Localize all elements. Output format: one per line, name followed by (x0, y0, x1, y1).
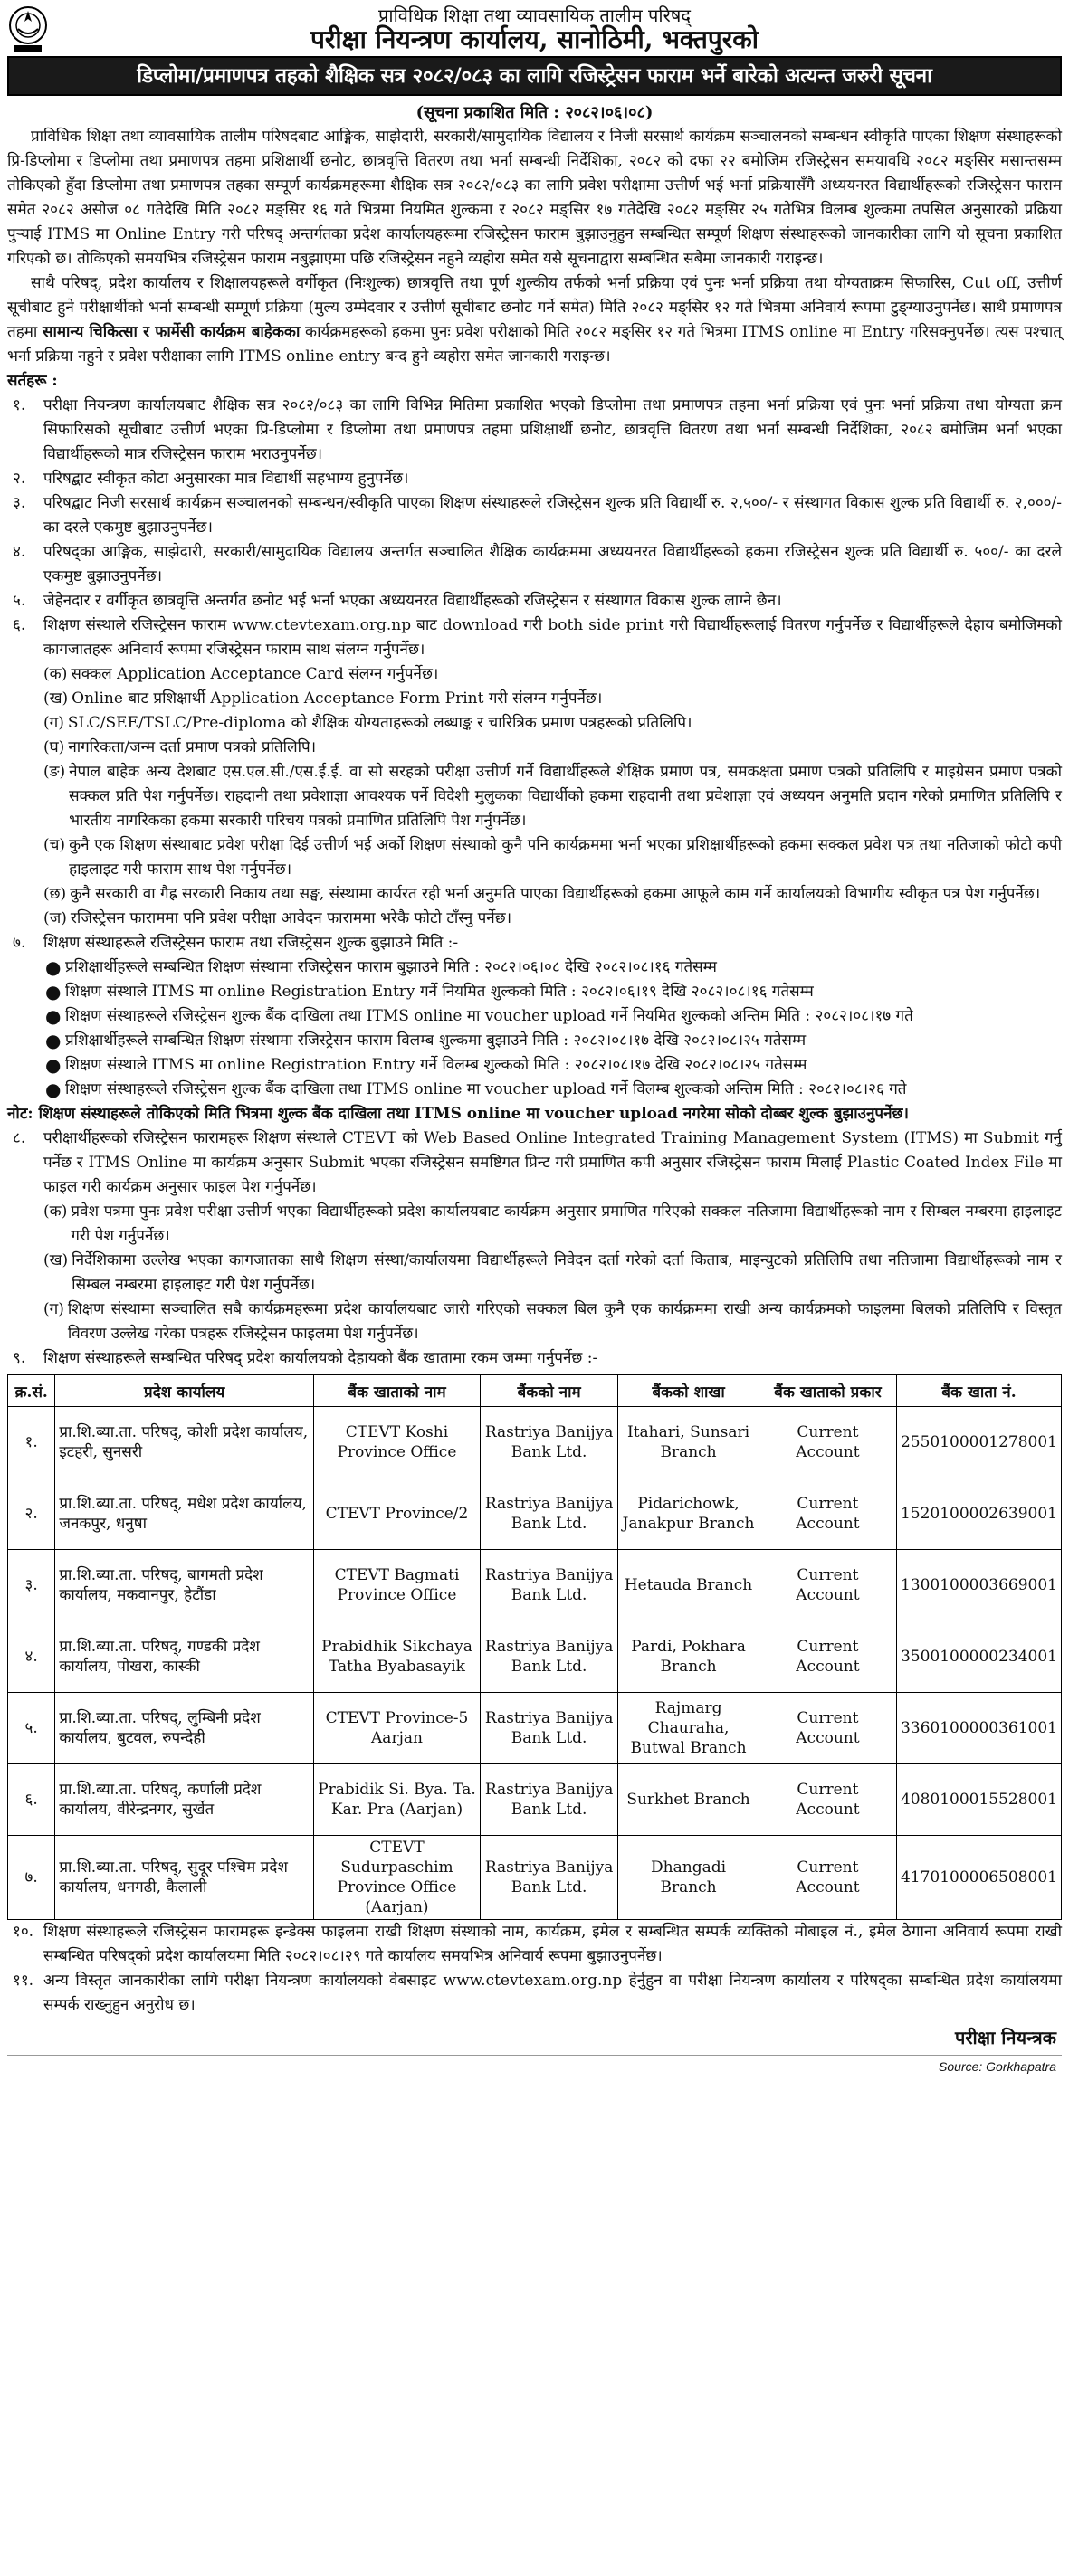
notice-title: डिप्लोमा/प्रमाणपत्र तहको शैक्षिक सत्र २०८२/०८३ का लागि रजिस्ट्रेसन फाराम भर्ने बारेको अत्यन्त जरुरी सूचना (7, 56, 1062, 96)
date-bullet: ● शिक्षण संस्थाले ITMS मा online Registration Entry गर्ने नियमित शुल्कको मिति : २०८२।०६।१९ देखि २०८२।०८।१६ गतेसम्म (45, 981, 814, 1003)
date-bullet: ● शिक्षण संस्थाले ITMS मा online Registration Entry गर्ने विलम्ब शुल्कको मिति : २०८२।०८।१७ देखि २०८२।०८।२५ गतेसम्म (45, 1054, 807, 1076)
conditions-heading: सर्तहरू : (7, 372, 58, 390)
list-item: ८. परीक्षार्थीहरूको रजिस्ट्रेसन फारामहरू शिक्षण संस्थाले CTEVT को Web Based Online Integrated Training Management System (ITMS) मा Submit गर्नु पर्नेछ र ITMS Online मा कार्यक्रम अनुसार Submit भएका रजिस्ट्रेसन समष्टिगत प्रिन्ट गरी प्रमाणित कपी अनुसार रजिस्ट्रेसन फाराम मिलाई Plastic Coated Index File मा फाइल गरी कार्यक्रम अनुसार फाइल पेश गर्नुपर्नेछ। (13, 1129, 1062, 1196)
list-item: ९. शिक्षण संस्थाहरूले सम्बन्धित परिषद् प्रदेश कार्यालयको देहायको बैंक खातामा रकम जम्मा गर्नुपर्नेछ :- (13, 1349, 598, 1367)
note-double-fee: नोट: शिक्षण संस्थाहरूले तोकिएको मिति भित्रमा शुल्क बैंक दाखिला तथा ITMS online मा voucher upload नगरेमा सोको दोब्बर शुल्क बुझाउनुपर्नेछ। (7, 1105, 909, 1123)
nepal-emblem-icon (7, 4, 49, 54)
sub-item: (ग) SLC/SEE/TSLC/Pre-diploma को शैक्षिक योग्यताहरूको लब्धाङ्क र चारित्रिक प्रमाण पत्रहरूको प्रतिलिपि। (43, 714, 692, 732)
table-row: ६. प्रा.शि.ब्या.ता. परिषद्, कर्णाली प्रदेश कार्यालय, वीरेन्द्रनगर, सुर्खेत Prabidik Si. Bya. Ta. Kar. Pra (Aarjan) Rastriya Banijya Bank Ltd. Surkhet Branch Current Account 4080100015528001 (8, 1764, 1062, 1836)
date-bullet: ● शिक्षण संस्थाहरूले रजिस्ट्रेसन शुल्क बैंक दाखिला तथा ITMS online मा voucher upload गर्ने विलम्ब शुल्कको अन्तिम मिति : २०८२।०८।२६ गते (45, 1079, 907, 1100)
column-header: क्र.सं. (8, 1375, 55, 1407)
column-header: बैंक खाताको प्रकार (759, 1375, 896, 1407)
column-header: बैंक खाताको नाम (313, 1375, 480, 1407)
table-row: ७. प्रा.शि.ब्या.ता. परिषद्, सुदूर पश्चिम प्रदेश कार्यालय, धनगढी, कैलाली CTEVT Sudurpaschim Province Office (Aarjan) Rastriya Banijya Bank Ltd. Dhangadi Branch Current Account 4170100006508001 (8, 1836, 1062, 1920)
table-row: २. प्रा.शि.ब्या.ता. परिषद्, मधेश प्रदेश कार्यालय, जनकपुर, धनुषा CTEVT Province/2 Rastriya Banijya Bank Ltd. Pidarichowk, Janakpur Branch Current Account 1520100002639001 (8, 1478, 1062, 1550)
sub-item: (छ) कुनै सरकारी वा गैह्र सरकारी निकाय तथा सङ्घ, संस्थामा कार्यरत रही भर्ना अनुमति पाएका विद्यार्थीहरूको हकमा आफूले काम गर्ने कार्यालयको विभागीय स्वीकृत पत्र पेश गर्नुपर्नेछ। (43, 885, 1041, 903)
office-name: परीक्षा नियन्त्रण कार्यालय, सानोठिमी, भक्तपुरको (310, 24, 759, 54)
council-name: प्राविधिक शिक्षा तथा व्यावसायिक तालीम परिषद् (378, 5, 691, 26)
list-item: १. परीक्षा नियन्त्रण कार्यालयबाट शैक्षिक सत्र २०८२/०८३ का लागि विभिन्न मितिमा प्रकाशित भएको डिप्लोमा तथा प्रमाणपत्र तहमा भर्ना प्रक्रिया एवं पुनः भर्ना प्रक्रिया तथा योग्यता क्रम सिफारिसको सूचीबाट उत्तीर्ण भएका प्रि-डिप्लोमा र डिप्लोमा तथा प्रमाणपत्र तहमा प्रशिक्षार्थी छनोट, छात्रवृत्ति वितरण तथा भर्ना सम्बन्धी निर्देशिका, २०८२ बमोजिम भर्ना भएका विद्यार्थीहरूको मात्र रजिस्ट्रेसन फाराम भराउनुपर्नेछ। (13, 396, 1062, 463)
source-credit: Source: Gorkhapatra (7, 2055, 1062, 2074)
date-bullet: ● प्रशिक्षार्थीहरूले सम्बन्धित शिक्षण संस्थामा रजिस्ट्रेसन फाराम विलम्ब शुल्कमा बुझाउने मिति : २०८२।०८।१७ देखि २०८२।०८।२५ गतेसम्म (45, 1030, 807, 1051)
list-item: ३. परिषद्बाट निजी सरसार्थ कार्यक्रम सञ्चालनको सम्बन्धन/स्वीकृति पाएका शिक्षण संस्थाहरूले रजिस्ट्रेसन शुल्क प्रति विद्यार्थी रु. २,५००/- र संस्थागत विकास शुल्क प्रति विद्यार्थी रु. २,०००/- का दरले एकमुष्ट बुझाउनुपर्नेछ। (13, 494, 1062, 537)
sub-item: (ज) रजिस्ट्रेसन फाराममा पनि प्रवेश परीक्षा आवेदन फाराममा भरेकै फोटो टाँस्नु पर्नेछ। (43, 909, 512, 927)
list-item: ४. परिषद्का आङ्गिक, साझेदारी, सरकारी/सामुदायिक विद्यालय अन्तर्गत सञ्चालित शैक्षिक कार्यक्रममा अध्ययनरत विद्यार्थीहरूको हकमा रजिस्ट्रेसन शुल्क प्रति विद्यार्थी रु. ५००/- का दरले एकमुष्ट बुझाउनुपर्नेछ। (13, 543, 1062, 585)
table-row: ४. प्रा.शि.ब्या.ता. परिषद्, गण्डकी प्रदेश कार्यालय, पोखरा, कास्की Prabidhik Sikchaya Tatha Byabasayik Rastriya Banijya Bank Ltd. Pardi, Pokhara Branch Current Account 3500100000234001 (8, 1621, 1062, 1693)
sub-item: (घ) नागरिकता/जन्म दर्ता प्रमाण पत्रको प्रतिलिपि। (43, 738, 317, 756)
list-item: ५. जेहेनदार र वर्गीकृत छात्रवृत्ति अन्तर्गत छनोट भई भर्ना भएका अध्ययनरत विद्यार्थीहरूको रजिस्ट्रेसन र संस्थागत विकास शुल्क लाग्ने छैन। (13, 592, 782, 610)
list-item: २. परिषद्बाट स्वीकृत कोटा अनुसारका मात्र विद्यार्थी सहभाग्य हुनुपर्नेछ। (13, 470, 409, 488)
list-item: ६. शिक्षण संस्थाले रजिस्ट्रेसन फाराम www.ctevtexam.org.np बाट download गरी both side print गरी विद्यार्थीहरूलाई वितरण गर्नुपर्नेछ र विद्यार्थीहरूले देहाय बमोजिमको कागजातहरू अनिवार्य रूपमा रजिस्ट्रेसन फाराम साथ संलग्न गर्नुपर्नेछ। (13, 616, 1062, 659)
date-bullet: ● प्रशिक्षार्थीहरूले सम्बन्धित शिक्षण संस्थामा रजिस्ट्रेसन फाराम बुझाउने मिति : २०८२।०६।०८ देखि २०८२।०८।१६ गतेसम्म (45, 956, 717, 978)
table-row: १. प्रा.शि.ब्या.ता. परिषद्, कोशी प्रदेश कार्यालय, इटहरी, सुनसरी CTEVT Koshi Province Office Rastriya Banijya Bank Ltd. Itahari, Sunsari Branch Current Account 2550100001278001 (8, 1407, 1062, 1478)
column-header: बैंकको शाखा (618, 1375, 759, 1407)
sub-item: (क) प्रवेश पत्रमा पुनः प्रवेश परीक्षा उत्तीर्ण भएका विद्यार्थीहरूको प्रदेश कार्यालयबाट कार्यक्रम अनुसार प्रमाणित गरिएको सक्कल नतिजामा विद्यार्थीहरूको नाम र सिम्बल नम्बरमा हाइलाइट गरी पेश गर्नुपर्नेछ। (43, 1202, 1062, 1245)
sub-item: (ग) शिक्षण संस्थामा सञ्चालित सबै कार्यक्रमहरूमा प्रदेश कार्यालयबाट जारी गरिएको सक्कल बिल कुनै एक कार्यक्रममा राखी अन्य कार्यक्रमको फाइलमा बिलको प्रतिलिपि र विस्तृत विवरण उल्लेख गरेका पत्रहरू रजिस्ट्रेसन फाइलमा पेश गर्नुपर्नेछ। (43, 1300, 1062, 1343)
intro (7, 125, 1062, 369)
header (7, 4, 1062, 56)
sub-item: (क) सक्कल Application Acceptance Card संलग्न गर्नुपर्नेछ। (43, 665, 439, 683)
table-header-row (8, 1375, 1062, 1407)
table-row: ५. प्रा.शि.ब्या.ता. परिषद्, लुम्बिनी प्रदेश कार्यालय, बुटवल, रुपन्देही CTEVT Province-5 Aarjan Rastriya Banijya Bank Ltd. Rajmarg Chauraha, Butwal Branch Current Account 3360100000361001 (8, 1693, 1062, 1764)
notice-page (7, 4, 1062, 2569)
table-row: ३. प्रा.शि.ब्या.ता. परिषद्, बागमती प्रदेश कार्यालय, मकवानपुर, हेटौंडा CTEVT Bagmati Province Office Rastriya Banijya Bank Ltd. Hetauda Branch Current Account 1300100003669001 (8, 1550, 1062, 1621)
sub-item: (च) कुनै एक शिक्षण संस्थाबाट प्रवेश परीक्षा दिई उत्तीर्ण भई अर्को शिक्षण संस्थाको कुनै पनि कार्यक्रममा भर्ना भएका प्रशिक्षार्थीहरूको हकमा सक्कल प्रवेश पत्र तथा नतिजाको फोटो कपी हाइलाइट गरी फाराम साथ पेश गर्नुपर्नेछ। (43, 836, 1062, 879)
column-header: बैंकको नाम (481, 1375, 618, 1407)
list-item: १०. शिक्षण संस्थाहरूले रजिस्ट्रेसन फारामहरू इन्डेक्स फाइलमा राखी शिक्षण संस्थाको नाम, कार्यक्रम, इमेल र सम्बन्धित सम्पर्क व्यक्तिको मोबाइल नं., इमेल ठेगाना अनिवार्य रूपमा राखी सम्बन्धित परिषद्को प्रदेश कार्यालयमा मिति २०८२।०८।२९ गते कार्यालय समयभित्र अनिवार्य रूपमा बुझाउनुपर्नेछ। (13, 1923, 1062, 1965)
publish-date: (सूचना प्रकाशित मिति : २०८२।०६।०८) (415, 103, 654, 122)
list-item: ११. अन्य विस्तृत जानकारीका लागि परीक्षा नियन्त्रण कार्यालयको वेबसाइट www.ctevtexam.org.np हेर्नुहुन वा परीक्षा नियन्त्रण कार्यालय र परिषद्का सम्बन्धित प्रदेश कार्यालयमा सम्पर्क राख्नुहुन अनुरोध छ। (13, 1972, 1062, 2014)
column-header: बैंक खाता नं. (896, 1375, 1061, 1407)
sub-item: (ङ) नेपाल बाहेक अन्य देशबाट एस.एल.सी./एस.ई.ई. वा सो सरहको परीक्षा उत्तीर्ण गर्ने विद्यार्थीहरूले शैक्षिक प्रमाण पत्र, समकक्षता प्रमाण पत्रको प्रतिलिपि र माइग्रेसन प्रमाण पत्रको सक्कल प्रति पेश गर्नुपर्नेछ। राहदानी तथा प्रवेशाज्ञा आवश्यक पर्ने विदेशी मुलुकका विद्यार्थीको हकमा राहदानी तथा प्रवेशाज्ञा एवं अध्ययन अनुमति प्रदान गरेको प्रमाणित प्रतिलिपि र भारतीय नागरिकका हकमा सरकारी परिचय पत्रको प्रमाणित प्रतिलिपि पेश गर्नुपर्नेछ। (43, 763, 1062, 830)
list-item: ७. शिक्षण संस्थाहरूले रजिस्ट्रेसन फाराम तथा रजिस्ट्रेसन शुल्क बुझाउने मिति :- (13, 934, 459, 952)
bank-account-table (7, 1374, 1062, 1920)
sub-item: (ख) Online बाट प्रशिक्षार्थी Application Acceptance Form Print गरी संलग्न गर्नुपर्नेछ। (43, 689, 603, 708)
intro-paragraph-1: प्राविधिक शिक्षा तथा व्यावसायिक तालीम परिषदबाट आङ्गिक, साझेदारी, सरकारी/सामुदायिक विद्यालय र निजी सरसार्थ कार्यक्रम सञ्चालनको सम्बन्धन स्वीकृति पाएका शिक्षण संस्थाहरूको प्रि-डिप्लोमा र डिप्लोमा तथा प्रमाणपत्र तहमा प्रशिक्षार्थी छनोट, छात्रवृत्ति वितरण तथा भर्ना सम्बन्धी निर्देशिका, २०८२ को दफा २२ बमोजिम रजिस्ट्रेसन समयावधि २०८२ मङ्सिर मसान्तसम्म तोकिएको हुँदा डिप्लोमा तथा प्रमाणपत्र तहका सम्पूर्ण कार्यक्रमहरूमा शैक्षिक सत्र २०८२/०८३ का लागि प्रवेश परीक्षामा उत्तीर्ण भई भर्ना प्रक्रियासँगै अध्ययनरत विद्यार्थीहरूको रजिस्ट्रेसन फाराम समेत २०८२ असोज ०८ गतेदेखि मिति २०८२ मङ्सिर १६ गते भित्रमा नियमित शुल्कमा र २०८२ मङ्सिर १७ गतेदेखि २०८२ मङ्सिर २५ गतेभित्र विलम्ब शुल्कमा तपसिल अनुसारको प्रक्रिया पुऱ्याई ITMS मा Online Entry गरी परिषद् अन्तर्गतका प्रदेश कार्यालयहरूमा रजिस्ट्रेसन फाराम बुझाउनुहुन सम्बन्धित सम्पूर्ण शिक्षण संस्थाहरूको जानकारीका लागि यो सूचना प्रकाशित गरिएको छ। तोकिएको समयभित्र रजिस्ट्रेसन फाराम नबुझाएमा पछि रजिस्ट्रेसन नहुने व्यहोरा समेत यसै सूचनाद्वारा सम्बन्धित सबैमा जानकारी गराइन्छ। (7, 128, 1062, 268)
date-bullet: ● शिक्षण संस्थाहरूले रजिस्ट्रेसन शुल्क बैंक दाखिला तथा ITMS online मा voucher upload गर्ने नियमित शुल्कको अन्तिम मिति : २०८२।०८।१७ गते (45, 1005, 913, 1027)
intro-paragraph-2: साथै परिषद्, प्रदेश कार्यालय र शिक्षालयहरूले वर्गीकृत (निःशुल्क) छात्रवृत्ति तथा पूर्ण शुल्कीय तर्फको भर्ना प्रक्रिया एवं पुनः भर्ना प्रक्रिया तथा योग्यताक्रम सिफारिस, Cut off, उत्तीर्ण सूचीबाट हुने परीक्षार्थीको भर्ना सम्बन्धी सम्पूर्ण प्रक्रिया (मुल्य उम्मेदवार र उत्तीर्ण सूचीबाट छनोट गर्ने समेत) मिति २०८२ मङ्सिर १२ गते भित्रमा अनिवार्य रूपमा टुङ्ग्याउनुपर्नेछ। साथै प्रमाणपत्र तहमा सामान्य चिकित्सा र फार्मेसी कार्यक्रम बाहेकका कार्यक्रमहरूको हकमा पुनः प्रवेश परीक्षाको मिति २०८२ मङ्सिर १२ गते भित्रमा ITMS online मा Entry गरिसक्नुपर्नेछ। त्यस पश्चात् भर्ना प्रक्रिया नहुने र प्रवेश परीक्षाका लागि ITMS online entry बन्द हुने व्यहोरा समेत जानकारी गराइन्छ। (7, 274, 1062, 366)
signatory: परीक्षा नियन्त्रक (955, 2027, 1056, 2048)
sub-item: (ख) निर्देशिकामा उल्लेख भएका कागजातका साथै शिक्षण संस्था/कार्यालयमा विद्यार्थीहरूले निवेदन दर्ता गरेको दर्ता किताब, माइन्युटको प्रतिलिपि तथा नतिजामा विद्यार्थीहरूको नाम र सिम्बल नम्बरमा हाइलाइट गरी पेश गर्नुपर्नेछ। (43, 1251, 1062, 1294)
column-header: प्रदेश कार्यालय (55, 1375, 314, 1407)
